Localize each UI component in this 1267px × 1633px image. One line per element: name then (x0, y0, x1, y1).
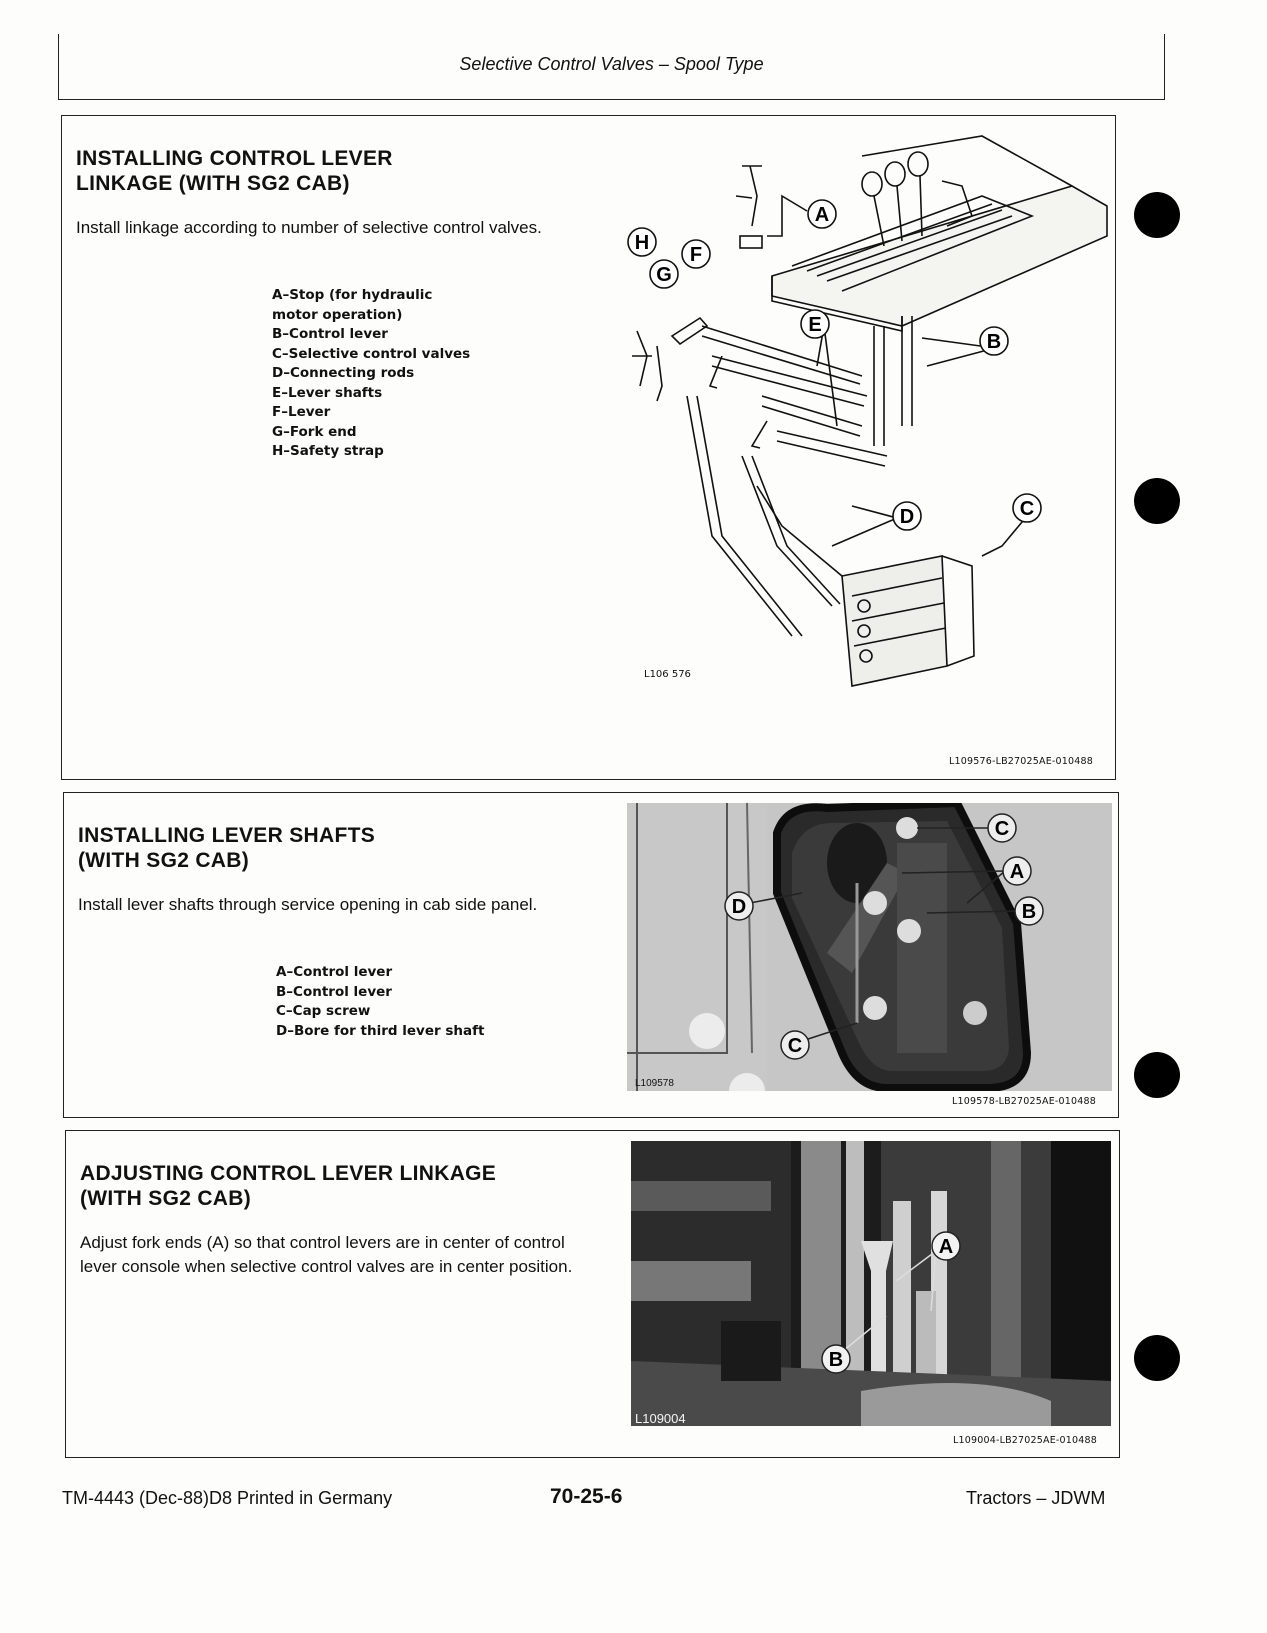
page-header (58, 34, 1165, 100)
figure-reference: L109004-LB27025AE-010488 (952, 1435, 1097, 1446)
legend-item: G–Fork end (272, 423, 357, 440)
service-opening-photo (627, 803, 1112, 1091)
section-title: ADJUSTING CONTROL LEVER LINKAGE (WITH SG2 CAB) (80, 1162, 497, 1210)
callout-c: C (1019, 498, 1035, 520)
legend (276, 963, 484, 1041)
section-title: INSTALLING CONTROL LEVER LINKAGE (WITH SG2 CAB) (76, 147, 393, 195)
figure-code: L106 576 (644, 669, 691, 680)
section-title: INSTALLING LEVER SHAFTS (WITH SG2 CAB) (78, 824, 376, 872)
binder-hole (1134, 1335, 1180, 1381)
legend-item: D–Connecting rods (272, 365, 415, 381)
callout-b: B (828, 1349, 844, 1371)
section-body: Install linkage according to number of selective control valves. (76, 218, 542, 237)
legend-item: B–Control lever (272, 326, 388, 342)
legend-item: E–Lever shafts (272, 384, 383, 401)
footer-product: Tractors – JDWM (966, 1488, 1106, 1508)
callout-h: H (634, 232, 650, 254)
callout-d: D (731, 896, 747, 918)
binder-hole (1134, 192, 1180, 238)
legend-item: A–Stop (for hydraulic (272, 287, 433, 303)
section-adjusting-control-lever-linkage (65, 1130, 1120, 1458)
callout-c: C (994, 818, 1010, 840)
binder-hole (1134, 478, 1180, 524)
callout-c: C (787, 1035, 803, 1057)
legend-item: C–Selective control valves (272, 345, 471, 362)
callout-a: A (1009, 861, 1025, 883)
legend-item: B–Control lever (276, 983, 392, 1000)
callout-d: D (899, 506, 915, 528)
legend-item: H–Safety strap (272, 443, 384, 459)
binder-hole (1134, 1052, 1180, 1098)
legend-item: F–Lever (272, 404, 331, 420)
legend-item: A–Control lever (276, 964, 393, 980)
callout-b: B (986, 331, 1002, 353)
section-installing-control-lever-linkage (61, 115, 1116, 780)
callout-a: A (938, 1236, 954, 1258)
legend-item: C–Cap screw (276, 1003, 371, 1019)
figure-code: L109578 (635, 1078, 674, 1089)
section-body: Install lever shafts through service opening in cab side panel. (78, 895, 538, 914)
section-body: Adjust fork ends (A) so that control levers are in center of control lever console when selective control valves are in center position. (80, 1233, 573, 1276)
callout-e: E (808, 314, 822, 336)
legend-item: D–Bore for third lever shaft (276, 1022, 485, 1039)
page-header-title: Selective Control Valves – Spool Type (459, 54, 764, 74)
figure-reference: L109578-LB27025AE-010488 (951, 1096, 1096, 1107)
callout-a: A (814, 204, 830, 226)
section-installing-lever-shafts (63, 792, 1119, 1118)
fork-ends-photo (631, 1141, 1111, 1426)
figure-code: L109004 (635, 1411, 686, 1426)
linkage-diagram (602, 126, 1112, 696)
legend-item: motor operation) (272, 306, 403, 323)
callout-f: F (689, 244, 703, 266)
callout-g: G (656, 264, 672, 286)
figure-reference: L109576-LB27025AE-010488 (948, 756, 1093, 767)
footer-publication: TM-4443 (Dec-88)D8 Printed in Germany (62, 1488, 393, 1508)
footer-page-number: 70-25-6 (550, 1485, 623, 1508)
legend (272, 286, 470, 462)
callout-b: B (1021, 901, 1037, 923)
